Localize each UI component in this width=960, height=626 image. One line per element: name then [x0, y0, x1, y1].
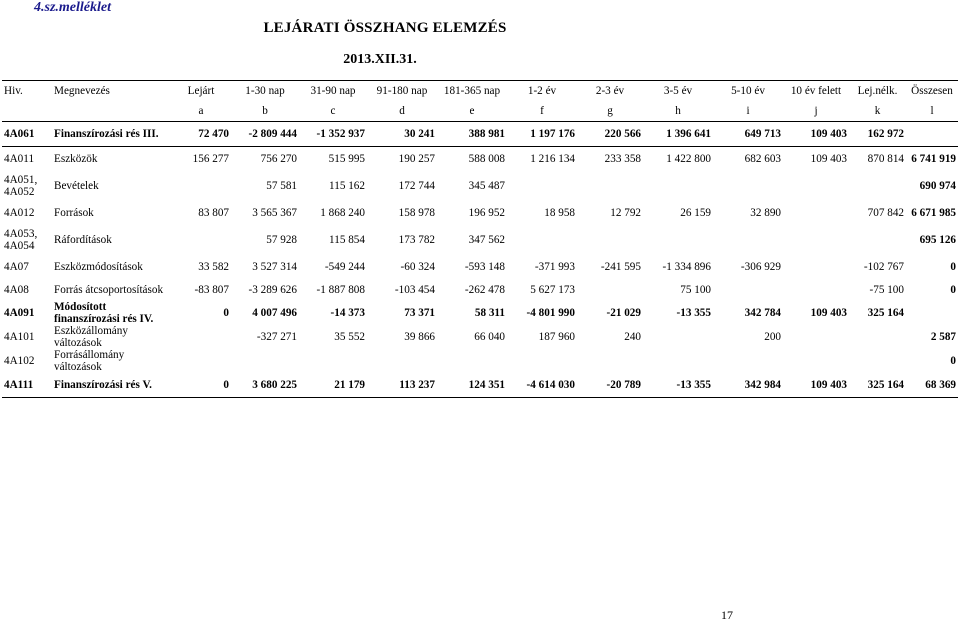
- value-cell: -21 029: [606, 306, 641, 319]
- row-label: Finanszírozási rés V.: [52, 373, 171, 398]
- value-cell: 5 627 173: [530, 283, 575, 296]
- value-cell: 6 671 985: [911, 206, 956, 219]
- value-cell: [643, 349, 713, 373]
- row-label: Eszközmódosítások: [54, 261, 143, 273]
- value-cell: -241 595: [600, 260, 641, 273]
- page-number: 17: [721, 608, 733, 622]
- value-cell: 158 978: [398, 206, 435, 219]
- value-cell: 1 216 134: [507, 147, 577, 172]
- value-cell: [783, 255, 849, 279]
- header-cell: Összesen: [906, 81, 958, 102]
- letter-cell: d: [399, 104, 405, 117]
- value-cell: 682 603: [713, 147, 783, 172]
- value-cell: 173 782: [398, 233, 435, 246]
- row-code: 4A053, 4A054: [4, 228, 38, 252]
- annex-label: 4.sz.melléklet: [34, 0, 111, 15]
- value-cell: 32 890: [750, 206, 781, 219]
- row-code: 4A011: [2, 147, 52, 172]
- value-cell: -2 809 444: [231, 122, 299, 147]
- value-cell: 190 257: [367, 147, 437, 172]
- value-cell: [906, 122, 958, 147]
- row-code: 4A061: [2, 122, 52, 147]
- letter-cell: [52, 101, 171, 122]
- value-cell: -103 454: [394, 283, 435, 296]
- value-cell: 388 981: [437, 122, 507, 147]
- value-cell: 156 277: [171, 147, 231, 172]
- value-cell: 347 562: [468, 233, 505, 246]
- value-cell: 240: [624, 330, 641, 343]
- value-cell: 6 741 919: [906, 147, 958, 172]
- value-cell: 325 164: [849, 373, 906, 398]
- value-cell: 695 126: [919, 233, 956, 246]
- row-code: 4A07: [4, 261, 29, 273]
- letter-cell: j: [814, 104, 818, 117]
- header-cell: Hiv.: [2, 81, 52, 102]
- value-cell: [713, 349, 783, 373]
- row-code: 4A101: [4, 331, 35, 343]
- value-cell: [783, 325, 849, 349]
- letter-cell: g: [607, 104, 613, 117]
- value-cell: 109 403: [783, 147, 849, 172]
- value-cell: 68 369: [906, 373, 958, 398]
- value-cell: 342 784: [744, 306, 781, 319]
- value-cell: 0: [950, 283, 956, 296]
- letter-cell: i: [746, 104, 750, 117]
- value-cell: [783, 201, 849, 225]
- value-cell: 109 403: [783, 373, 849, 398]
- value-cell: 870 814: [849, 147, 906, 172]
- value-cell: 21 179: [299, 373, 367, 398]
- row-label: Eszközállomány változások: [54, 325, 128, 349]
- row-label: Források: [54, 207, 94, 219]
- value-cell: 0: [223, 306, 229, 319]
- value-cell: [577, 279, 643, 301]
- row-label: Bevételek: [54, 180, 99, 192]
- value-cell: [849, 225, 906, 255]
- table-row: [2, 171, 958, 201]
- value-cell: 690 974: [919, 179, 956, 192]
- document-title: LEJÁRATI ÖSSZHANG ELEMZÉS: [263, 20, 507, 36]
- value-cell: [577, 349, 643, 373]
- value-cell: 57 928: [266, 233, 297, 246]
- value-cell: 1 396 641: [643, 122, 713, 147]
- value-cell: 325 164: [867, 306, 904, 319]
- value-cell: 4 007 496: [252, 306, 297, 319]
- value-cell: [849, 349, 906, 373]
- row-code: 4A091: [4, 307, 35, 319]
- value-cell: [643, 171, 713, 201]
- value-cell: -75 100: [869, 283, 904, 296]
- document-date: 2013.XII.31.: [343, 52, 417, 67]
- value-cell: 3 565 367: [252, 206, 297, 219]
- header-cell: 1-30 nap: [231, 81, 299, 102]
- value-cell: -262 478: [464, 283, 505, 296]
- value-cell: [507, 171, 577, 201]
- row-label: Forrásállomány változások: [54, 349, 125, 373]
- header-cell: 91-180 nap: [367, 81, 437, 102]
- value-cell: [437, 349, 507, 373]
- row-code: 4A012: [4, 207, 35, 219]
- letter-cell: k: [874, 104, 881, 117]
- value-cell: 1 197 176: [507, 122, 577, 147]
- row-label: Eszközök: [52, 147, 171, 172]
- table-row: [2, 349, 958, 373]
- value-cell: [783, 279, 849, 301]
- table-row: [2, 147, 958, 172]
- table-row: [2, 201, 958, 225]
- row-code: 4A08: [4, 284, 29, 296]
- value-cell: -102 767: [863, 260, 904, 273]
- row-label: Forrás átcsoportosítások: [54, 284, 164, 296]
- letter-cell: c: [330, 104, 336, 117]
- value-cell: [171, 171, 231, 201]
- value-cell: -1 352 937: [299, 122, 367, 147]
- column-letter-row: [2, 101, 958, 122]
- value-cell: 233 358: [577, 147, 643, 172]
- value-cell: 115 854: [329, 233, 365, 246]
- value-cell: -593 148: [464, 260, 505, 273]
- value-cell: [643, 225, 713, 255]
- header-cell: Lejárt: [171, 81, 231, 102]
- value-cell: -1 334 896: [662, 260, 711, 273]
- value-cell: 124 351: [437, 373, 507, 398]
- value-cell: -1 887 808: [316, 283, 365, 296]
- value-cell: [849, 325, 906, 349]
- value-cell: 172 744: [398, 179, 435, 192]
- letter-cell: l: [930, 104, 934, 117]
- value-cell: [577, 225, 643, 255]
- letter-cell: e: [469, 104, 475, 117]
- value-cell: -13 355: [676, 306, 711, 319]
- value-cell: 83 807: [198, 206, 229, 219]
- header-cell: 3-5 év: [643, 81, 713, 102]
- value-cell: -3 289 626: [248, 283, 297, 296]
- value-cell: 12 792: [610, 206, 641, 219]
- letter-cell: [2, 101, 52, 122]
- row-label: Ráfordítások: [54, 234, 112, 246]
- value-cell: 3 680 225: [231, 373, 299, 398]
- value-cell: [906, 301, 958, 325]
- value-cell: [507, 225, 577, 255]
- table-row: [2, 122, 958, 147]
- table-row: [2, 301, 958, 325]
- value-cell: 0: [171, 373, 231, 398]
- value-cell: -83 807: [194, 283, 229, 296]
- header-cell: 181-365 nap: [437, 81, 507, 102]
- value-cell: 66 040: [474, 330, 505, 343]
- header-cell: 10 év felett: [783, 81, 849, 102]
- value-cell: 75 100: [680, 283, 711, 296]
- row-label: Finanszírozási rés III.: [52, 122, 171, 147]
- value-cell: -14 373: [330, 306, 365, 319]
- value-cell: 1 868 240: [320, 206, 365, 219]
- value-cell: 39 866: [404, 330, 435, 343]
- value-cell: [171, 325, 231, 349]
- value-cell: 342 984: [713, 373, 783, 398]
- value-cell: [507, 349, 577, 373]
- value-cell: 115 162: [329, 179, 365, 192]
- value-cell: 109 403: [783, 122, 849, 147]
- value-cell: 72 470: [171, 122, 231, 147]
- value-cell: 515 995: [299, 147, 367, 172]
- value-cell: 0: [950, 354, 956, 367]
- value-cell: 220 566: [577, 122, 643, 147]
- value-cell: 57 581: [266, 179, 297, 192]
- value-cell: [171, 349, 231, 373]
- value-cell: 345 487: [468, 179, 505, 192]
- value-cell: -13 355: [643, 373, 713, 398]
- value-cell: -549 244: [324, 260, 365, 273]
- value-cell: [577, 171, 643, 201]
- value-cell: 73 371: [404, 306, 435, 319]
- header-cell: Megnevezés: [52, 81, 171, 102]
- row-code: 4A102: [4, 355, 35, 367]
- value-cell: [299, 349, 367, 373]
- value-cell: [713, 279, 783, 301]
- value-cell: 2 587: [930, 330, 956, 343]
- value-cell: 35 552: [334, 330, 365, 343]
- value-cell: -20 789: [577, 373, 643, 398]
- letter-cell: a: [198, 104, 204, 117]
- letter-cell: f: [540, 104, 544, 117]
- value-cell: [643, 325, 713, 349]
- table-row: [2, 279, 958, 301]
- value-cell: 58 311: [474, 306, 505, 319]
- letter-cell: h: [675, 104, 681, 117]
- value-cell: -4 614 030: [507, 373, 577, 398]
- header-cell: 5-10 év: [713, 81, 783, 102]
- value-cell: [783, 349, 849, 373]
- value-cell: -306 929: [740, 260, 781, 273]
- table-row: [2, 373, 958, 398]
- value-cell: 756 270: [231, 147, 299, 172]
- header-cell: Lej.nélk.: [849, 81, 906, 102]
- header-row: [2, 81, 958, 102]
- value-cell: 26 159: [680, 206, 711, 219]
- value-cell: [849, 171, 906, 201]
- row-code: 4A051, 4A052: [4, 174, 38, 198]
- value-cell: -371 993: [534, 260, 575, 273]
- letter-cell: b: [262, 104, 268, 117]
- value-cell: 196 952: [468, 206, 505, 219]
- value-cell: [783, 225, 849, 255]
- row-label: Módosított finanszírozási rés IV.: [54, 301, 154, 325]
- value-cell: [171, 225, 231, 255]
- value-cell: 200: [764, 330, 781, 343]
- value-cell: 30 241: [367, 122, 437, 147]
- value-cell: 0: [950, 260, 956, 273]
- value-cell: [713, 171, 783, 201]
- value-cell: [231, 349, 299, 373]
- value-cell: 113 237: [367, 373, 437, 398]
- header-cell: 2-3 év: [577, 81, 643, 102]
- table-row: [2, 255, 958, 279]
- header-cell: 1-2 év: [507, 81, 577, 102]
- value-cell: 109 403: [810, 306, 847, 319]
- value-cell: 588 008: [437, 147, 507, 172]
- maturity-table: [2, 80, 958, 398]
- value-cell: [713, 225, 783, 255]
- value-cell: 707 842: [867, 206, 904, 219]
- value-cell: 162 972: [849, 122, 906, 147]
- value-cell: 33 582: [198, 260, 229, 273]
- value-cell: 1 422 800: [643, 147, 713, 172]
- value-cell: [783, 171, 849, 201]
- value-cell: -327 271: [256, 330, 297, 343]
- value-cell: 18 958: [544, 206, 575, 219]
- table-row: [2, 325, 958, 349]
- value-cell: -60 324: [400, 260, 435, 273]
- row-code: 4A111: [2, 373, 52, 398]
- value-cell: 187 960: [538, 330, 575, 343]
- value-cell: 3 527 314: [252, 260, 297, 273]
- value-cell: -4 801 990: [526, 306, 575, 319]
- value-cell: [367, 349, 437, 373]
- header-cell: 31-90 nap: [299, 81, 367, 102]
- table-row: [2, 225, 958, 255]
- value-cell: 649 713: [713, 122, 783, 147]
